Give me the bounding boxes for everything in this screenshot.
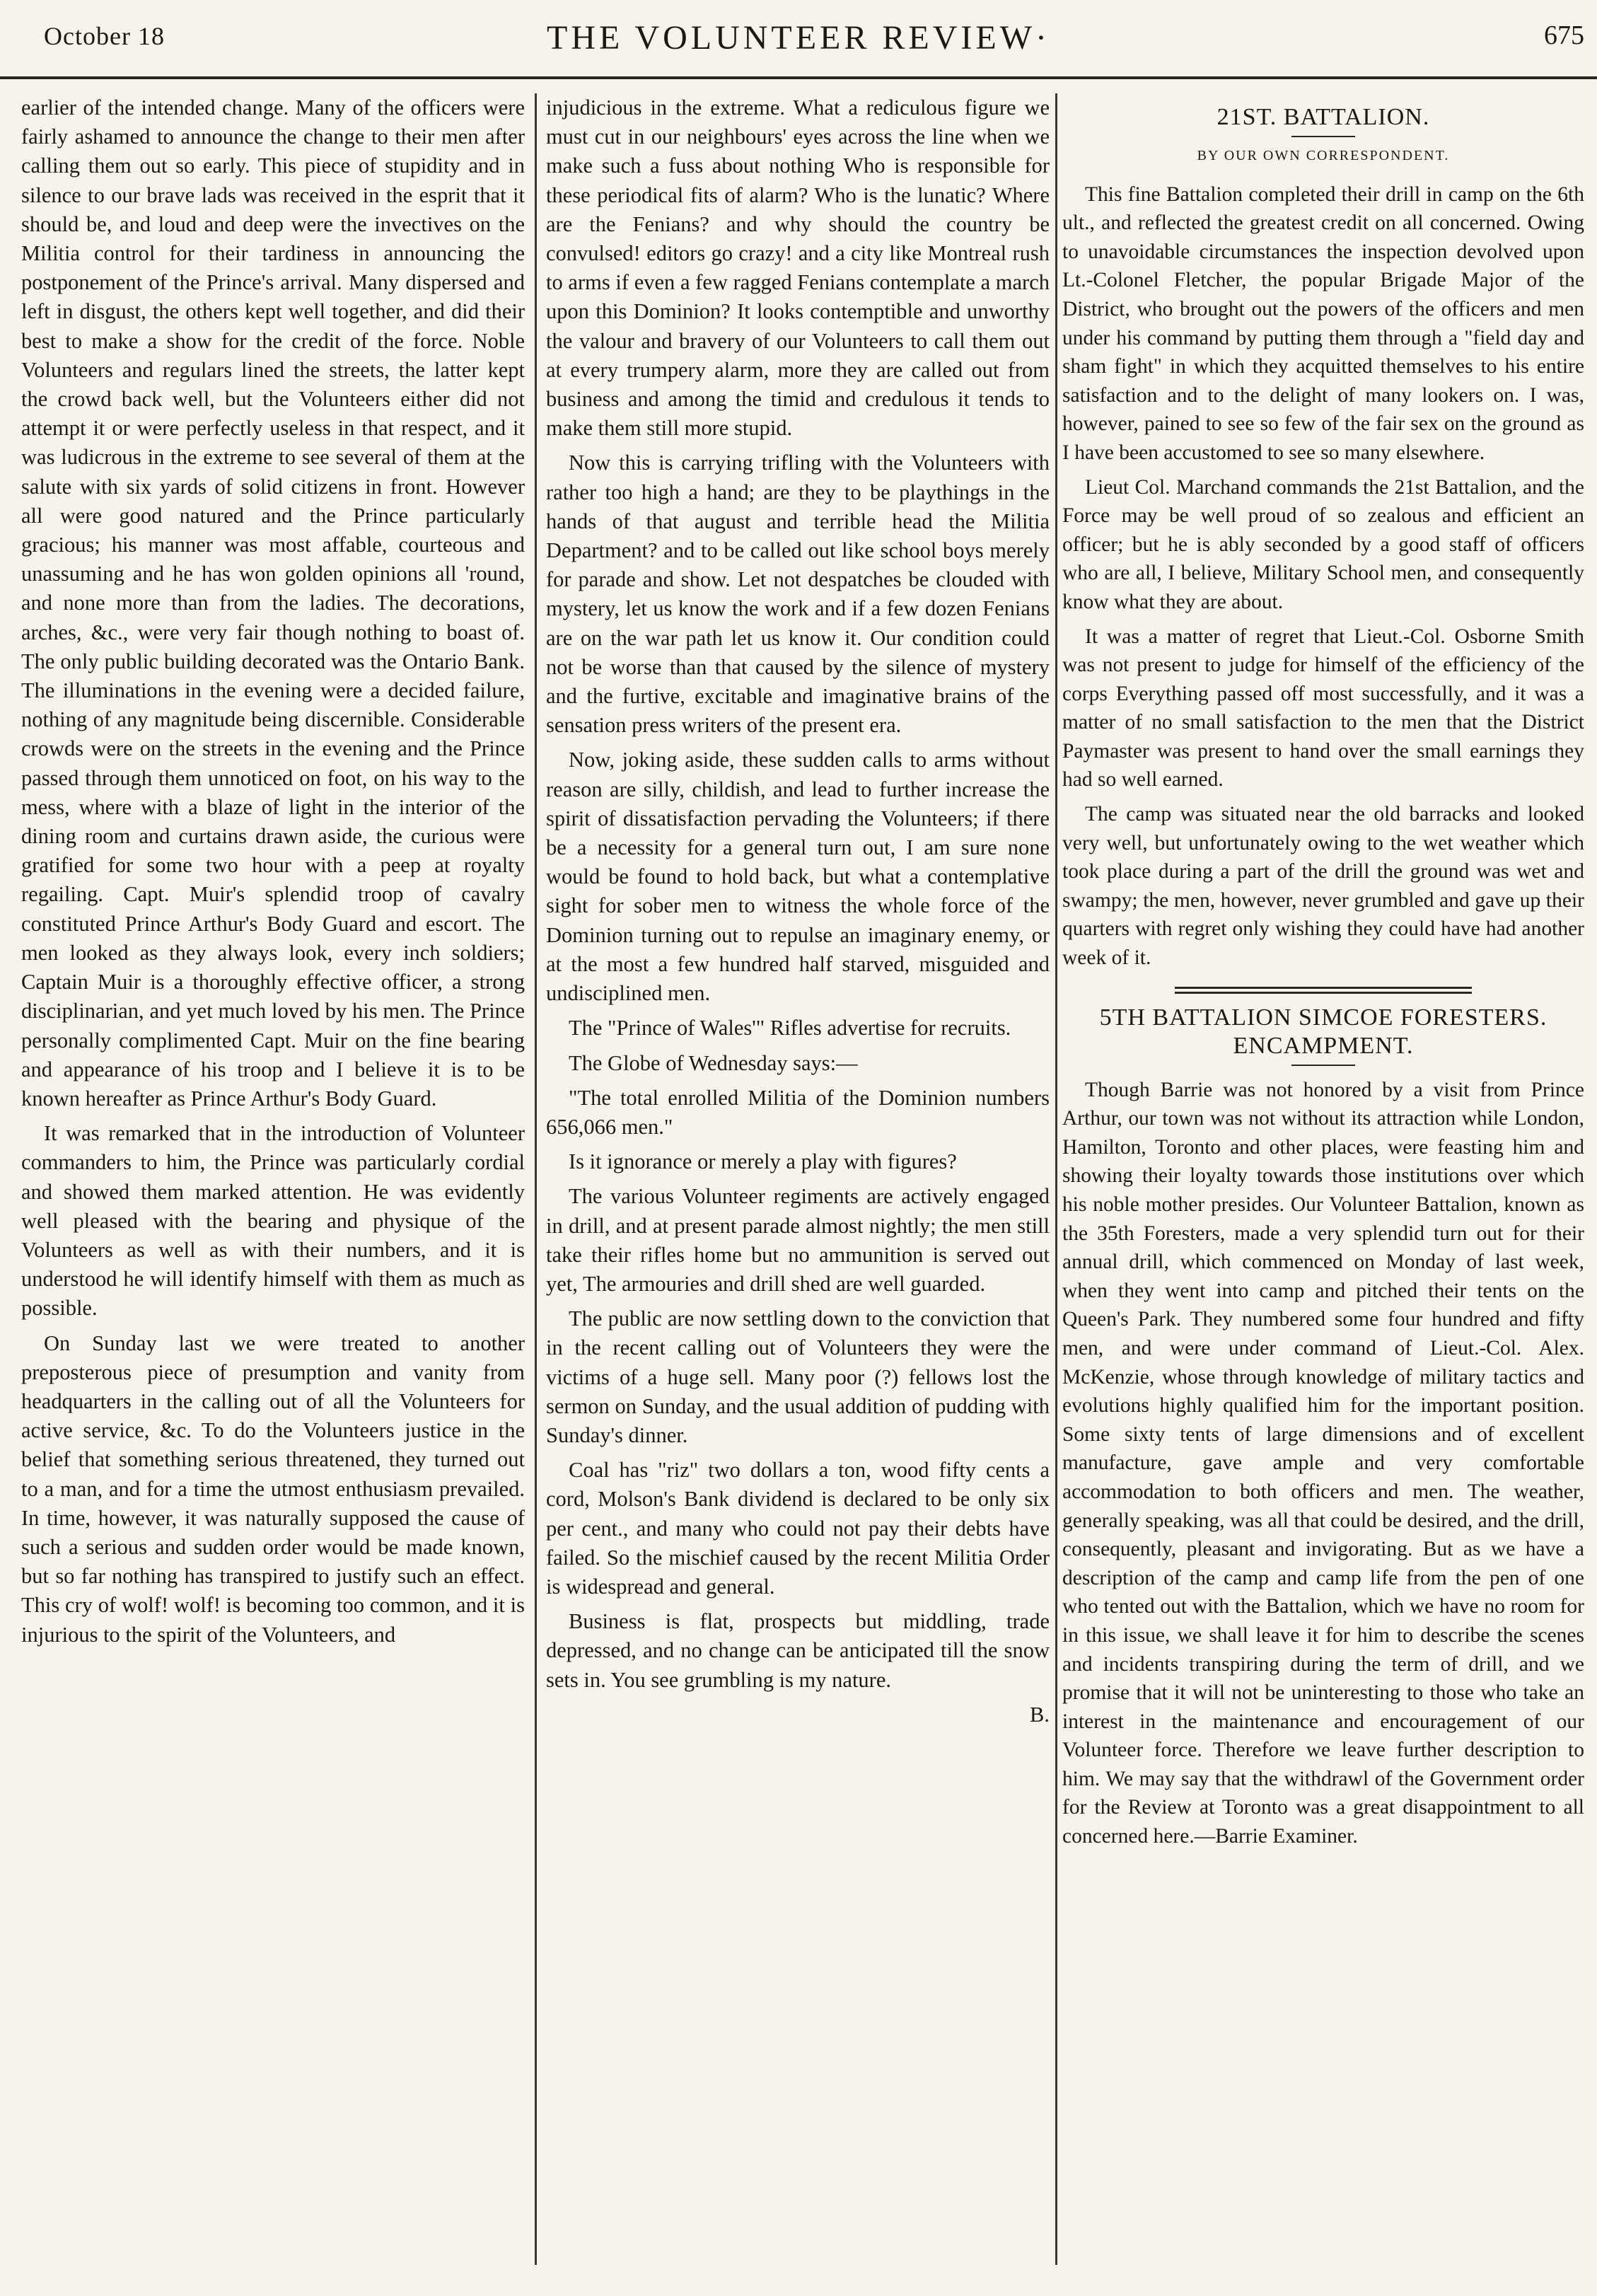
byline: BY OUR OWN CORRESPONDENT. — [1197, 148, 1450, 163]
paragraph: The "Prince of Wales'" Rifles advertise for recruits. — [569, 1016, 1011, 1040]
paragraph: The Globe of Wednesday says:— — [569, 1050, 858, 1075]
column-divider — [535, 93, 537, 2265]
paragraph: This fine Battalion completed their drill in camp on the 6th ult., and reflected the greatest credit on all concerned. Owing to unavoidable circumstances the inspection devolved upon Lt.-Colonel Fletcher, the popular Brigade Major of the District, who brought out the powers of the officers and men under his command by putting them through a "field day and sham fight" in which they acquitted themselves to his entire satisfaction and to the delight of many lookers on. I was, however, pained to see so few of the fair sex on the ground as I have been accustomed to see so many elsewhere. — [1062, 182, 1584, 464]
column-divider — [1055, 93, 1057, 2265]
publication-title: THE VOLUNTEER REVIEW· — [547, 19, 1050, 57]
paragraph: "The total enrolled Militia of the Dominion numbers 656,066 men." — [546, 1085, 1050, 1139]
column-2 — [546, 93, 1050, 2265]
paragraph: It was a matter of regret that Lieut.-Col. Osborne Smith was not present to judge for himself of the efficiency of the corps Everything passed off most successfully, and it was a matter of no small satisfaction to the men that the District Paymaster was present to hand over the small earnings they had so well earned. — [1062, 625, 1584, 792]
page-number: 675 — [1544, 21, 1584, 50]
column-1 — [21, 93, 525, 2265]
signature: B. — [1030, 1702, 1050, 1727]
paragraph: Lieut Col. Marchand commands the 21st Battalion, and the Force may be well proud of so zealous and efficient an officer; but he is ably seconded by a good staff of officers who are all, I believe, Military School men, and consequently know what they are about. — [1062, 475, 1584, 613]
paragraph: Is it ignorance or merely a play with figures? — [569, 1149, 957, 1174]
paragraph: It was remarked that in the introduction of Volunteer commanders to him, the Prince was particularly cordial and showed them marked attention. He was evidently well pleased with the bearing and physique of the Volunteers as well as with their numbers, and it is understood he will identify himself with them as much as possible. — [21, 1121, 525, 1321]
paragraph: The public are now settling down to the conviction that in the recent calling out of Volunteers they were the victims of a huge sell. Many poor (?) fellows lost the sermon on Sunday, and the usual addition of pudding with Sunday's dinner. — [546, 1306, 1050, 1447]
issue-date: October 18 — [44, 22, 165, 50]
masthead — [0, 0, 1597, 79]
paragraph: Business is flat, prospects but middling, trade depressed, and no change can be anticipated till the snow sets in. You see grumbling is my nature. — [546, 1609, 1050, 1692]
heading-rule — [1291, 1065, 1355, 1066]
paragraph: Coal has "riz" two dollars a ton, wood fifty cents a cord, Molson's Bank dividend is declared to be only six per cent., and many who could not pay their debts have failed. So the mischief caused by the recent Militia Order is widespread and general. — [546, 1458, 1050, 1599]
paragraph: The camp was situated near the old barracks and looked very well, but unfortunately owing to the wet weather which took place during a part of the drill the ground was wet and swampy; the men, however, never grumbled and gave up their quarters with regret only wishing they could have had another week of it. — [1062, 803, 1584, 970]
paragraph: Now this is carrying trifling with the Volunteers with rather too high a hand; are they to be playthings in the hands of that august and terrible head the Militia Department? and to be called out like school boys merely for parade and show. Let not despatches be clouded with mystery, let us know the work and if a few dozen Fenians are on the war path let us know it. Our condition could not be worse than that caused by the silence of mystery and the furtive, excitable and imaginative brains of the sensation press writers of the present era. — [546, 451, 1050, 738]
paragraph: Now, joking aside, these sudden calls to arms without reason are silly, childish, and lead to further increase the spirit of dissatisfaction pervading the Volunteers; if there be a necessity for a general turn out, I am sure none would be found to hold back, but what a contemplative sight for sober men to witness the whole force of the Dominion turning out to repulse an imaginary enemy, or at the most a few hundred half starved, misguided and undisciplined men. — [546, 748, 1050, 1006]
heading-rule — [1291, 136, 1355, 137]
heading-line: 5TH BATTALION SIMCOE FORESTERS. — [1099, 1004, 1547, 1031]
article-heading: 21ST. BATTALION. — [1216, 104, 1430, 130]
paragraph: injudicious in the extreme. What a rediculous figure we must cut in our neighbours' eyes across the line when we make such a fuss about nothing Who is responsible for these periodical fits of alarm? Who is the lunatic? Where are the Fenians? and why should the country be convulsed! editors go crazy! and a city like Montreal rush to arms if even a few ragged Fenians contemplate a march upon this Dominion? It looks contemptible and unworthy the valour and bravery of our Volunteers to call them out at every trumpery alarm, more they are called out from business and among the timid and credulous it tends to make them still more stupid. — [546, 95, 1050, 441]
paragraph: On Sunday last we were treated to another preposterous piece of presumption and vanity from headquarters in the calling out of all the Volunteers for active service, &c. To do the Volunteers justice in the belief that something serious threatened, they turned out to a man, and for a time the utmost enthusiasm prevailed. In time, however, it was naturally supposed the cause of such a serious and sudden order would be made known, but so far nothing has transpired to justify such an effect. This cry of wolf! wolf! is becoming too common, and it is injurious to the spirit of the Volunteers, and — [21, 1330, 525, 1647]
paragraph: earlier of the intended change. Many of the officers were fairly ashamed to announce the change to their men after calling them out so early. This piece of stupidity and in silence to our brave lads was received in the esprit that it should be, and loud and deep were the invectives on the Militia control for their tardiness in announcing the postponement of the Prince's arrival. Many dispersed and left in disgust, the others kept well together, and did their best to make a show for the credit of the force. Noble Volunteers and regulars lined the streets, the latter kept the crowd back well, but the Volunteers either did not attempt it or were perfectly useless in that respect, and it was ludicrous in the extreme to see several of them at the salute with six yards of solid citizens in front. However all were good natured and the Prince particularly gracious; his manner was most affable, courteous and unassuming and he has won golden opinions all 'round, and none more than from the ladies. The decorations, arches, &c., were very fair though nothing to boast of. The only public building decorated was the Ontario Bank. The illuminations in the evening were a decided failure, nothing of any magnitude being discernible. Considerable crowds were on the streets in the evening and the Prince passed through them unnoticed on foot, on his way to the mess, where with a blaze of light in the interior of the dining room and curtains drawn aside, the curious were gratified for some two hour with a peep at royalty regailing. Capt. Muir's splendid troop of cavalry constituted Prince Arthur's Body Guard and escort. The men looked as they always look, every inch soldiers; Captain Muir is a thoroughly effective officer, a strong disciplinarian, and yet much loved by his men. The Prince personally complimented Capt. Muir on the fine bearing and appearance of his troop and I believe it is to be known hereafter as Prince Arthur's Body Guard. — [21, 95, 525, 1111]
paragraph: Though Barrie was not honored by a visit from Prince Arthur, our town was not without its attraction while London, Hamilton, Toronto and other places, were feasting him and showing their loyalty towards those institutions over which his noble mother presides. Our Volunteer Battalion, known as the 35th Foresters, made a very splendid turn out for their annual drill, which commenced on Monday of last week, when they went into camp and pitched their tents on the Queen's Park. They numbered some four hundred and fifty men, and were under command of Lieut.-Col. Alex. McKenzie, whose through knowledge of military tactics and evolutions highly qualified him for the important position. Some sixty tents of large dimensions and of excellent manufacture, gave ample and very comfortable accommodation to both officers and men. The weather, generally speaking, was all that could be desired, and the drill, consequently, pleasant and invigorating. But as we have a description of the camp and camp life from the pen of one who tented out with the Battalion, which we have no room for in this issue, we shall leave it for him to describe the scenes and incidents transpiring during the term of drill, and we promise that it will not be uninteresting to those who take an interest in the maintenance and encouragement of our Volunteer force. Therefore we leave further description to him. We may say that the withdrawl of the Government order for the Review at Toronto was a great disappointment to all concerned here.—Barrie Examiner. — [1062, 1078, 1584, 1848]
heading-line: ENCAMPMENT. — [1233, 1032, 1414, 1059]
column-3 — [1062, 93, 1584, 2265]
section-divider — [1175, 987, 1472, 994]
paragraph: The various Volunteer regiments are actively engaged in drill, and at present parade almost nightly; the men still take their rifles home but no ammunition is served out yet, The armouries and drill shed are well guarded. — [546, 1184, 1050, 1296]
article-heading — [1062, 1004, 1584, 1060]
